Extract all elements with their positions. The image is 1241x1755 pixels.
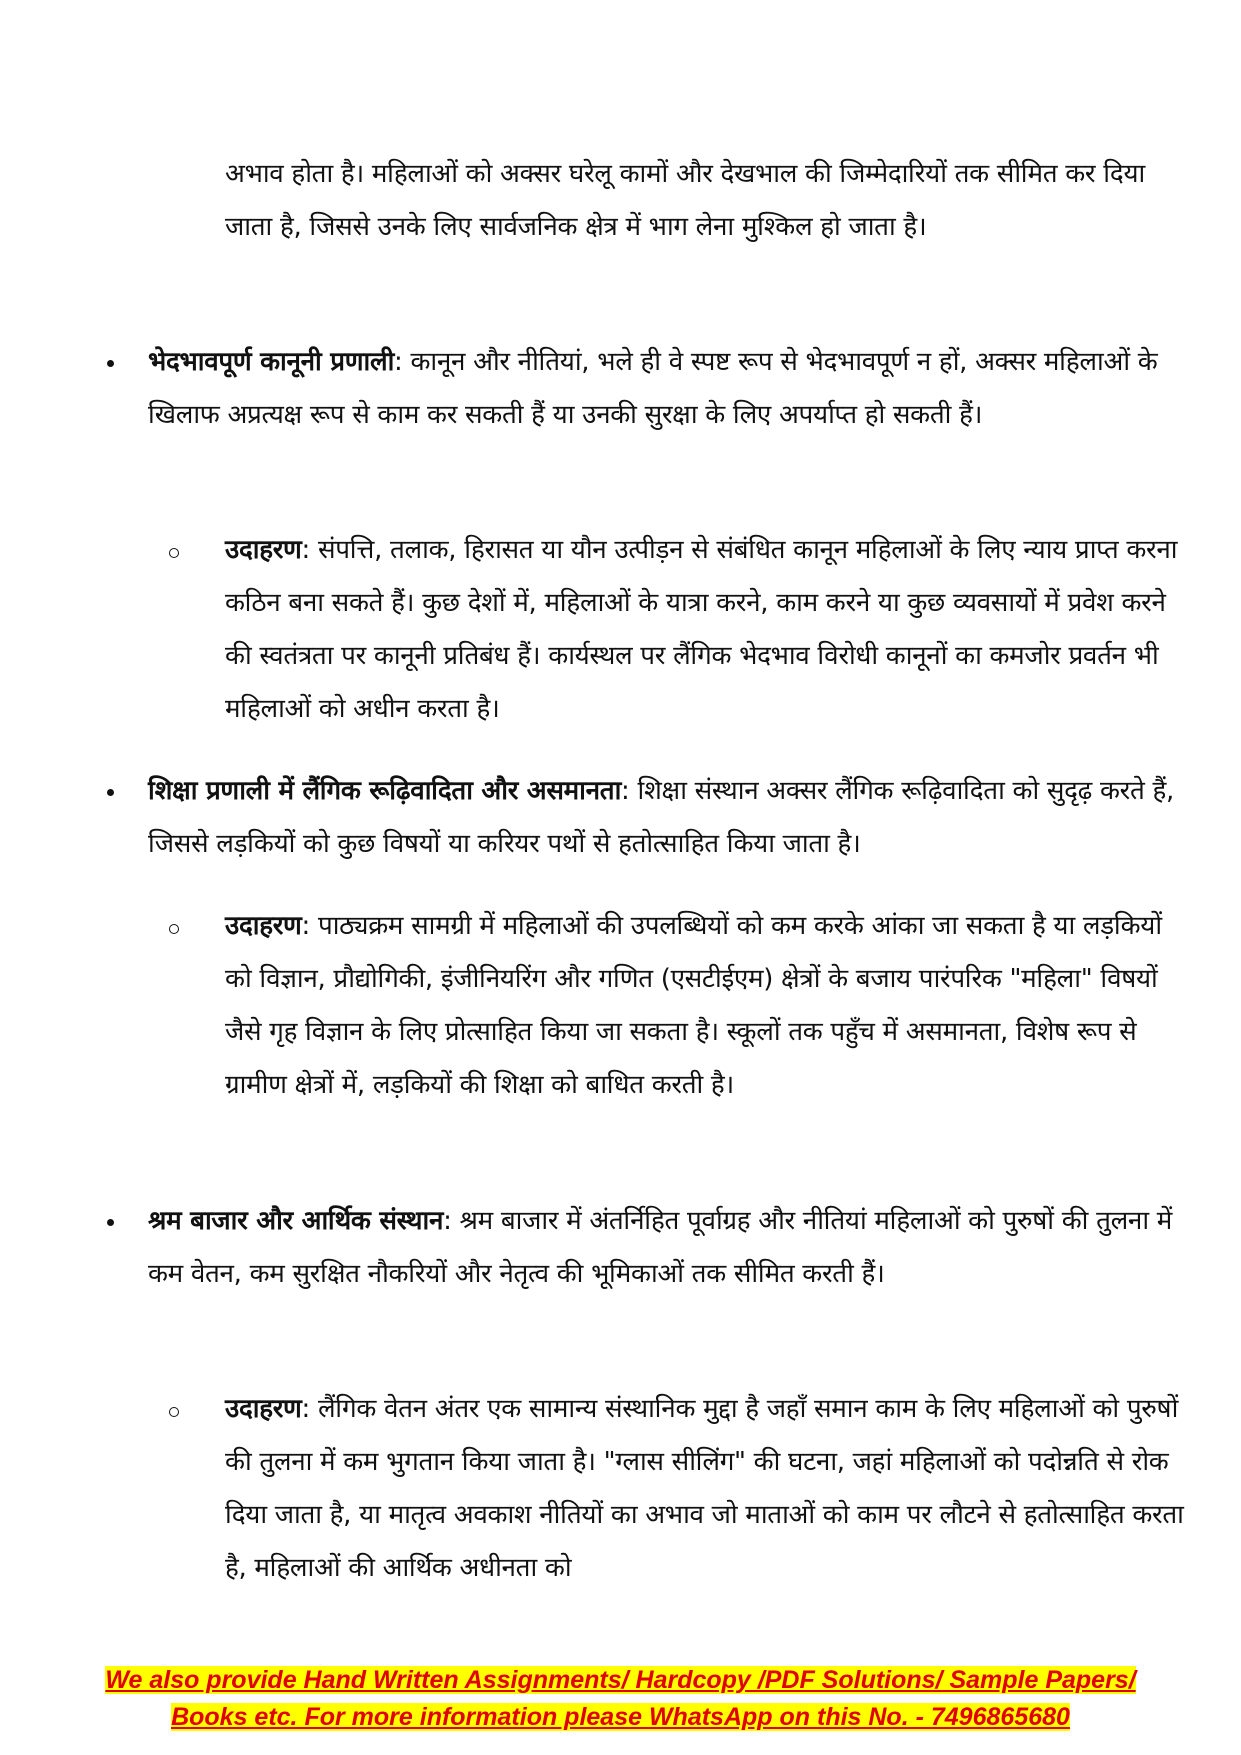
section-3-example — [225, 1383, 1190, 1595]
sub-bullet-icon — [169, 1407, 179, 1417]
section-1-example — [225, 524, 1190, 736]
section-3-example-label: उदाहरण — [225, 1394, 302, 1424]
section-1-text: : कानून और नीतियां, भले ही वे स्पष्ट रूप से भेदभावपूर्ण न हों, अक्सर महिलाओं के खिलाफ अप्रत्यक्ष रूप से काम कर सकती हैं या उनकी सुरक्षा के लिए अपर्याप्त हो सकती हैं। — [148, 347, 1158, 430]
section-2-paragraph — [148, 765, 1188, 871]
promo-footer — [80, 1662, 1161, 1736]
bullet-icon — [107, 360, 114, 367]
section-3-text: : श्रम बाजार में अंतर्निहित पूर्वाग्रह और नीतियां महिलाओं को पुरुषों की तुलना में कम वेतन, कम सुरक्षित नौकरियों और नेतृत्व की भूमिकाओं तक सीमित करती हैं। — [148, 1206, 1172, 1289]
bullet-icon — [107, 789, 114, 796]
sub-bullet-icon — [169, 548, 179, 558]
section-3-heading: श्रम बाजार और आर्थिक संस्थान — [148, 1206, 444, 1236]
section-1-example-label: उदाहरण — [225, 535, 302, 565]
continuation-paragraph: अभाव होता है। महिलाओं को अक्सर घरेलू कामों और देखभाल की जिम्मेदारियों तक सीमित कर दिया जाता है, जिससे उनके लिए सार्वजनिक क्षेत्र में भाग लेना मुश्किल हो जाता है। — [225, 159, 1145, 242]
section-3-example-text: : लैंगिक वेतन अंतर एक सामान्य संस्थानिक मुद्दा है जहाँ समान काम के लिए महिलाओं को पुरुषों की तुलना में कम भुगतान किया जाता है। "ग्लास सीलिंग" की घटना, जहां महिलाओं को पदोन्नति से रोक दिया जाता है, या मातृत्व अवकाश नीतियों का अभाव जो माताओं को काम पर लौटने से हतोत्साहित करता है, महिलाओं की आर्थिक अधीनता को — [225, 1394, 1184, 1583]
footer-line-2: Books etc. For more information please WhatsApp on this No. - 7496865680 — [171, 1703, 1070, 1731]
bullet-icon — [107, 1219, 114, 1226]
section-2-example-text: : पाठ्यक्रम सामग्री में महिलाओं की उपलब्धियों को कम करके आंका जा सकता है या लड़कियों को विज्ञान, प्रौद्योगिकी, इंजीनियरिंग और गणित (एसटीईएम) क्षेत्रों के बजाय पारंपरिक "महिला" विषयों जैसे गृह विज्ञान के लिए प्रोत्साहित किया जा सकता है। स्कूलों तक पहुँच में असमानता, विशेष रूप से ग्रामीण क्षेत्रों में, लड़कियों की शिक्षा को बाधित करती है। — [225, 911, 1162, 1100]
section-2-text: : शिक्षा संस्थान अक्सर लैंगिक रूढ़िवादिता को सुदृढ़ करते हैं, जिससे लड़कियों को कुछ विषयों या करियर पथों से हतोत्साहित किया जाता है। — [148, 776, 1174, 859]
sub-bullet-icon — [169, 924, 179, 934]
section-3-paragraph — [148, 1195, 1188, 1301]
footer-line-1: We also provide Hand Written Assignments/ Hardcopy /PDF Solutions/ Sample Papers/ — [105, 1666, 1136, 1694]
section-1-example-text: : संपत्ति, तलाक, हिरासत या यौन उत्पीड़न से संबंधित कानून महिलाओं के लिए न्याय प्राप्त करना कठिन बना सकते हैं। कुछ देशों में, महिलाओं के यात्रा करने, काम करने या कुछ व्यवसायों में प्रवेश करने की स्वतंत्रता पर कानूनी प्रतिबंध हैं। कार्यस्थल पर लैंगिक भेदभाव विरोधी कानूनों का कमजोर प्रवर्तन भी महिलाओं को अधीन करता है। — [225, 535, 1178, 724]
section-1-paragraph — [148, 336, 1188, 442]
section-2-heading: शिक्षा प्रणाली में लैंगिक रूढ़िवादिता और असमानता — [148, 776, 622, 806]
section-2-example — [225, 900, 1190, 1112]
section-1-heading: भेदभावपूर्ण कानूनी प्रणाली — [148, 347, 395, 377]
section-2-example-label: उदाहरण — [225, 911, 302, 941]
